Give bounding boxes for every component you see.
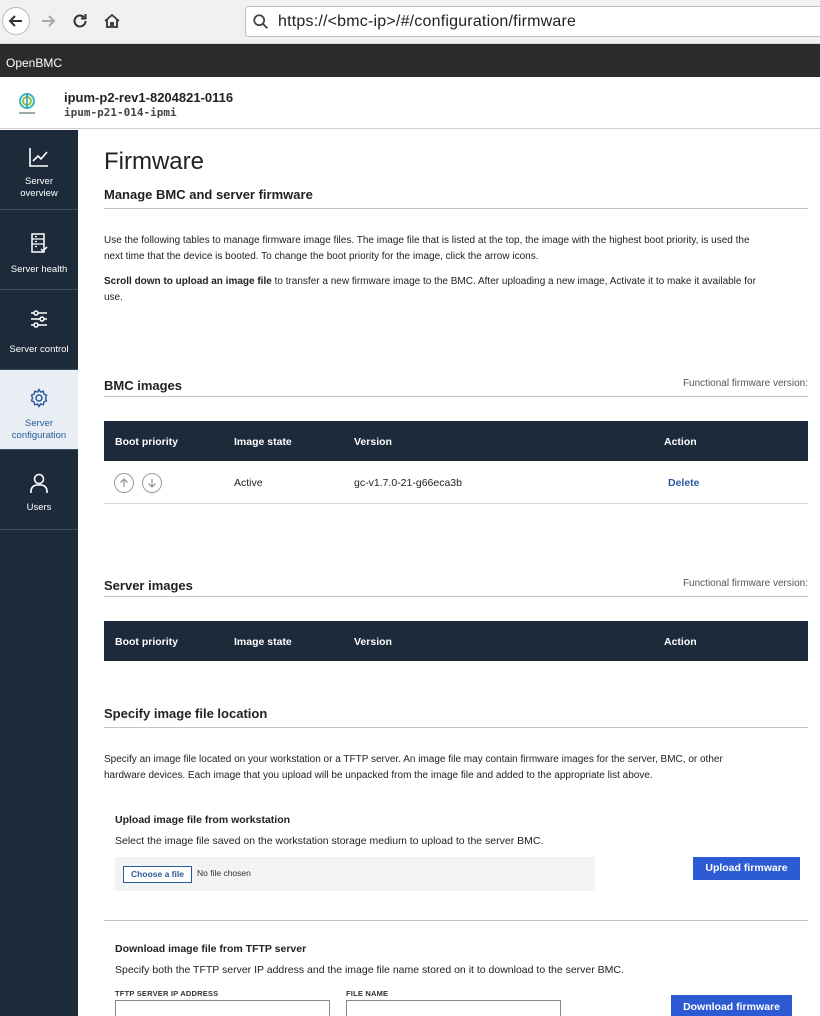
sidebar-item-label: Server health [10,264,68,275]
column-header: Action [664,436,697,448]
user-icon [28,472,50,494]
host-subname: ipum-p21-014-ipmi [64,106,177,119]
image-state: Active [234,477,263,489]
chart-line-icon [28,146,50,168]
sidebar-item-server-configuration[interactable] [0,370,78,450]
file-name-input[interactable] [346,1000,561,1016]
page-title: Firmware [104,148,204,175]
column-header: Version [354,636,392,648]
sidebar-item-label: configuration [11,430,67,441]
bmc-functional-version: Functional firmware version: [682,378,808,389]
image-location-title: Specify image file location [104,706,268,721]
sidebar-item-users[interactable] [0,450,78,530]
server-table-header [104,621,808,661]
tftp-title: Download image file from TFTP server [115,943,307,955]
arrow-left-icon [6,11,26,31]
sidebar-item-label: Server [25,418,53,429]
divider [104,920,808,921]
scroll-hint: Scroll down to upload an image file to transfer a new firmware image to the BMC. After uploading a new image, Activate it to make it available for use. [104,276,756,303]
server-functional-version: Functional firmware version: [682,578,808,589]
divider [104,727,808,728]
app-title: OpenBMC [6,56,63,70]
divider [104,596,808,597]
column-header: Image state [234,636,292,648]
sidebar-item-server-overview[interactable] [0,130,78,210]
manage-title: Manage BMC and server firmware [104,187,313,202]
divider [104,396,808,397]
host-header [0,77,820,129]
image-version: gc-v1.7.0-21-g66eca3b [354,477,462,489]
no-file-chosen: No file chosen [197,868,251,878]
sidebar-item-label: Users [26,502,52,513]
reload-icon [70,11,90,31]
host-name: ipum-p2-rev1-8204821-0116 [64,90,234,105]
search-icon [252,13,270,31]
home-button[interactable] [98,7,126,35]
upload-firmware-button[interactable]: Upload firmware [693,857,800,880]
column-header: Action [664,636,697,648]
tftp-desc: Specify both the TFTP server IP address and the image file name stored on it to download to the server BMC. [115,964,624,976]
home-icon [102,11,122,31]
divider [104,208,808,209]
file-picker [115,857,595,891]
forward-button[interactable] [34,7,62,35]
bmc-images-title: BMC images [104,378,183,393]
app-header [0,44,820,77]
address-bar[interactable] [245,6,820,37]
priority-up-button[interactable] [114,473,134,493]
choose-file-button[interactable]: Choose a file [123,866,192,883]
sidebar-item-label: overview [20,188,58,199]
tftp-ip-label: TFTP SERVER IP ADDRESS [115,989,219,998]
sidebar [0,130,78,1016]
arrow-up-icon [118,477,130,489]
file-name-label: FILE NAME [346,989,389,998]
column-header: Boot priority [115,636,178,648]
sidebar-item-label: Server [25,176,53,187]
column-header: Version [354,436,392,448]
column-header: Image state [234,436,292,448]
openbmc-logo [16,91,38,117]
sliders-icon [28,308,50,330]
browser-toolbar [0,0,820,44]
image-location-desc: Specify an image file located on your workstation or a TFTP server. An image file may contain firmware images for the server, BMC, or other hardware devices. Each image that you upload will be unpacked from the image file and added to the appropriate list above. [104,754,723,781]
intro-text: Use the following tables to manage firmware image files. The image file that is listed at the top, the image with the highest boot priority, is used the next time that the device is booted. To change the boot priority for the image, click the arrow icons. [104,235,750,262]
tftp-ip-input[interactable] [115,1000,330,1016]
sidebar-item-label: Server control [9,344,69,355]
upload-title: Upload image file from workstation [115,814,291,826]
arrow-right-icon [38,11,58,31]
back-button[interactable] [2,7,30,35]
arrow-down-icon [146,477,158,489]
server-images-title: Server images [104,578,193,593]
url-text: https://<bmc-ip>/#/configuration/firmware [278,12,577,30]
bmc-table-header [104,421,808,461]
column-header: Boot priority [115,436,178,448]
delete-link[interactable]: Delete [668,477,700,489]
sidebar-item-server-health[interactable] [0,210,78,290]
upload-desc: Select the image file saved on the workstation storage medium to upload to the server BMC. [115,835,544,847]
sidebar-item-server-control[interactable] [0,290,78,370]
server-health-icon [28,232,50,254]
download-firmware-button[interactable]: Download firmware [671,995,792,1016]
reload-button[interactable] [66,7,94,35]
priority-down-button[interactable] [142,473,162,493]
table-row [104,461,808,504]
gear-icon [28,387,50,409]
